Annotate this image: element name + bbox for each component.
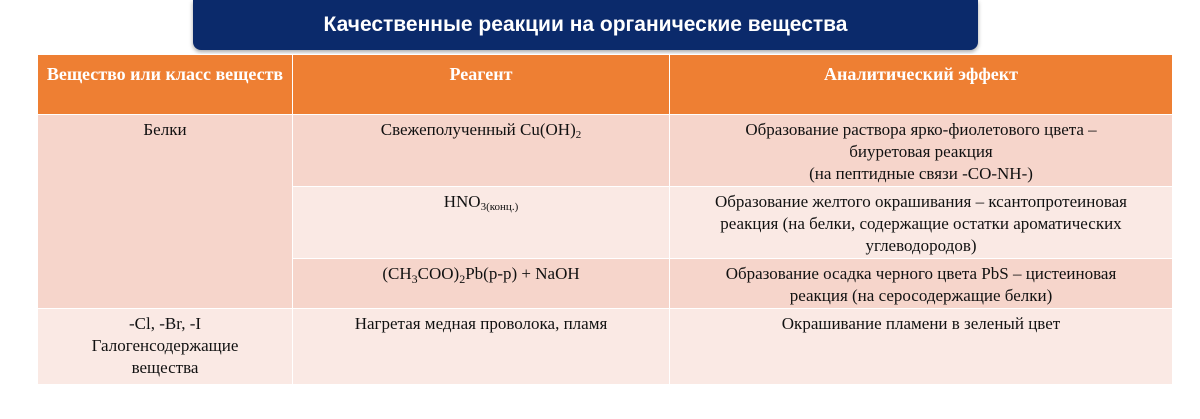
effect-line: реакция (на белки, содержащие остатки ароматических [720,214,1122,233]
effect-line: биуретовая реакция [849,142,993,161]
reagent-subscript: 2 [459,272,466,286]
reagent-subscript: 3 [411,272,418,286]
table-row [38,115,1173,187]
reagent-text: Pb(р-р) + NaOH [465,264,580,283]
substance-cell-halogens [38,309,293,385]
header-reagent: Реагент [293,55,670,115]
reagent-text: (CH [382,264,412,283]
reagent-text: HNO [443,192,481,211]
substance-line: Галогенсодержащие [91,336,239,355]
reagent-text: Свежеполученный Cu(OH) [380,120,576,139]
effect-line: Образование желтого окрашивания – ксантопротеиновая [715,192,1127,211]
reagent-cell [293,259,670,309]
substance-cell-proteins: Белки [38,115,293,309]
reagent-subscript: 2 [575,129,582,141]
header-substance: Вещество или класс веществ [38,55,293,115]
effect-line: Образование раствора ярко-фиолетового цвета – [745,120,1097,139]
effect-cell [670,115,1173,187]
effect-cell [670,259,1173,309]
effect-line: Образование осадка черного цвета PbS – цистеиновая [725,264,1117,283]
page-title: Качественные реакции на органические вещества [193,0,978,50]
reagent-subscript: 3(конц.) [480,201,519,213]
effect-line: реакция (на серосодержащие белки) [789,286,1053,305]
reagent-cell [293,187,670,259]
reagent-cell: Нагретая медная проволока, пламя [293,309,670,385]
reagent-text: COO) [417,264,460,283]
reactions-table [37,54,1173,385]
header-effect: Аналитический эффект [670,55,1173,115]
substance-line: -Cl, -Br, -I [128,314,202,333]
effect-line: углеводородов) [865,236,977,255]
table-header-row [38,55,1173,115]
substance-line: вещества [131,358,199,377]
effect-cell: Окрашивание пламени в зеленый цвет [670,309,1173,385]
effect-cell [670,187,1173,259]
table-row [38,309,1173,385]
reagent-cell [293,115,670,187]
effect-line: (на пептидные связи -CO-NH-) [809,164,1033,183]
